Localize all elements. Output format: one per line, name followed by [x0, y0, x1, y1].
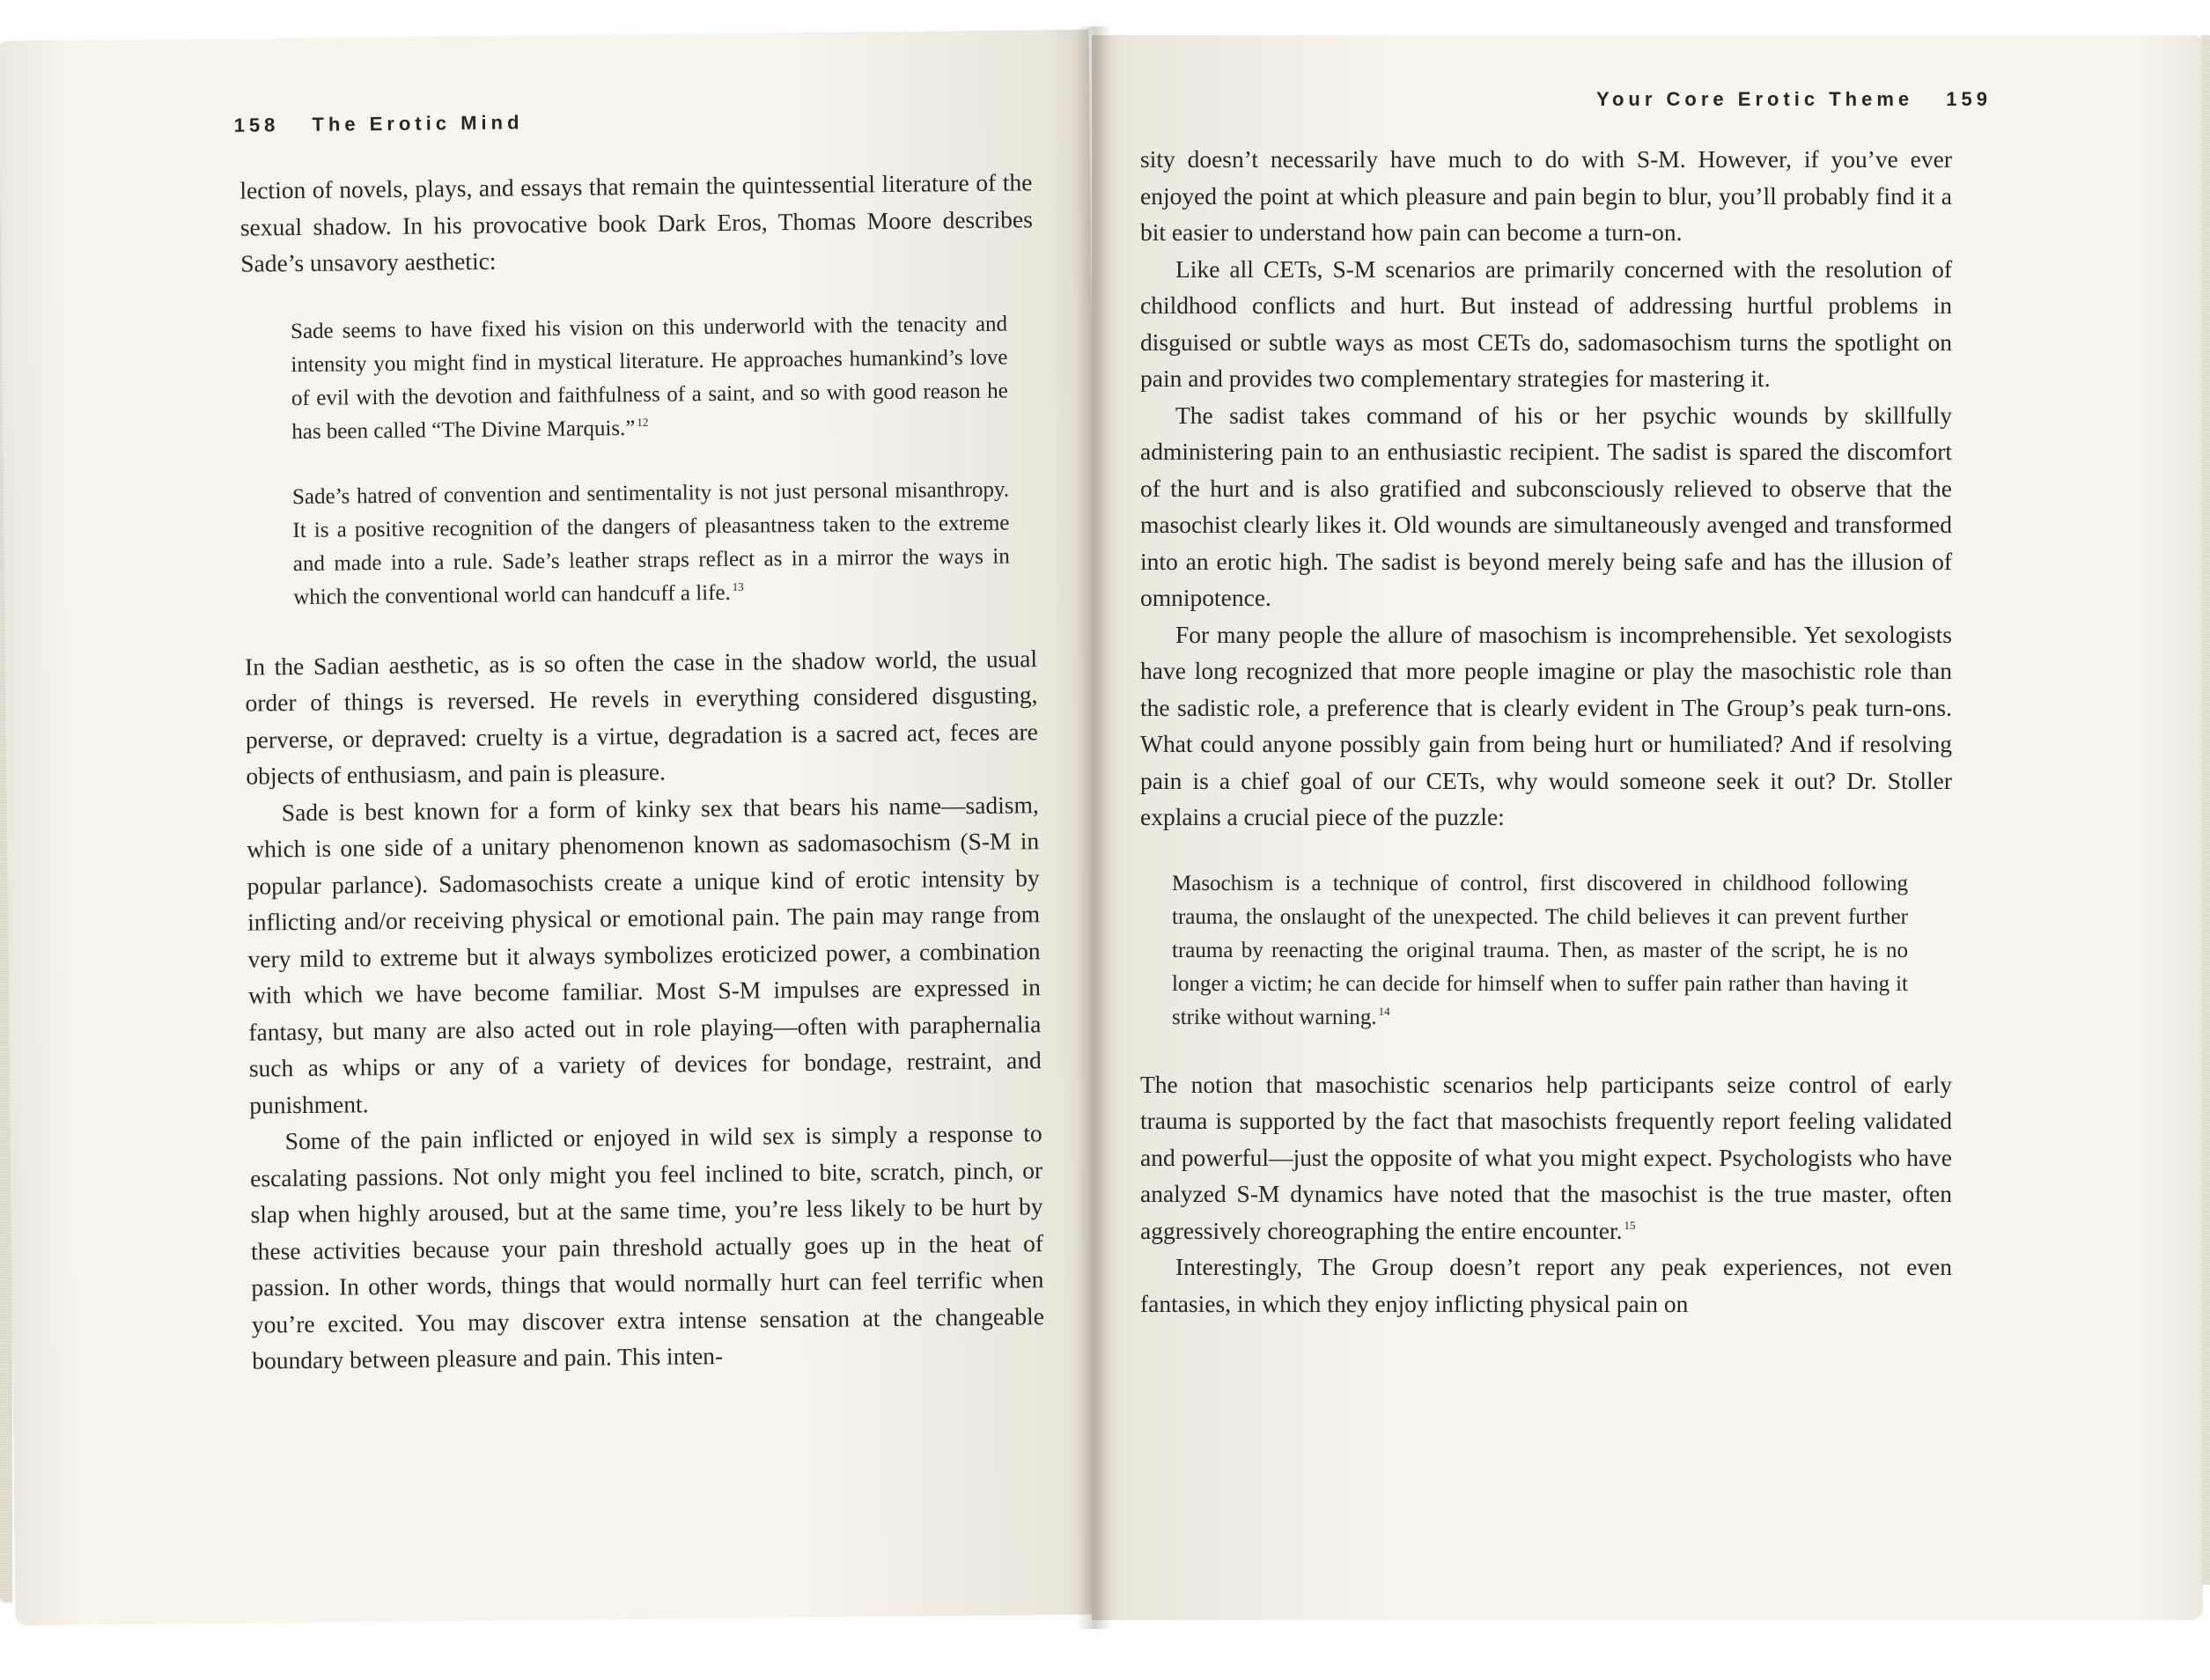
left-quote-paragraph-1: Sade seems to have fixed his vision on this underworld with the tenacity and intensity you might find in mystical literature. He approaches humankind’s love of evil with the devotion and faithfulness of a saint, and so with good reason he has been called “The Divine Marquis.” $^{12}$ [290, 312, 1008, 444]
right-paragraph-sadist: The sadist takes command of his or her psychic wounds by skillfully administering pain to an enthusiastic recipient. The sadist is spared the discomfort of the hurt and is also gratified and subconsciously relieved to observe that the masochist clearly likes it. Old wounds are simultaneously avenged and transformed into an erotic high. The sadist is beyond merely being safe and has the illusion of omnipotence. [1140, 401, 1952, 611]
book-gutter [1076, 26, 1111, 1629]
right-page-edges [2201, 35, 2210, 1585]
left-paragraph-continued: lection of novels, plays, and essays that remain the quintessential literature of the sexual shadow. In his provocative book Dark Eros, Thomas Moore describes Sade’s unsavory aesthetic: [239, 168, 1033, 277]
left-text-block [239, 164, 1044, 1379]
left-block-quote [291, 307, 1011, 615]
right-paragraph-continued: sity doesn’t necessarily have much to do with S-M. However, if you’ve ever enjoyed the point at which pleasure and pain begin to blur, you’ll probably find it a bit easier to understand how pain can become a turn-on. [1140, 145, 1952, 246]
right-paragraph-notion: The notion that masochistic scenarios help participants seize control of early trauma is supported by the fact that masochists frequently report feeling validated and powerful—just the opposite of what you might expect. Psychologists who have analyzed S-M dynamics have noted that the masochist is the true master, often aggressively choreographing the entire encounter. $^{15}$ [1140, 1070, 1952, 1244]
right-quote-paragraph: Masochism is a technique of control, first discovered in childhood following trauma, the onslaught of the unexpected. The child believes it can prevent further trauma by reenacting the original trauma. Then, as master of the script, he is no longer a victim; he can decide for himself when to suffer pain rather than having it strike without warning. $^{14}$ [1172, 871, 1908, 1029]
right-running-title: Your Core Erotic Theme [1595, 88, 1914, 110]
right-paragraph-masochism: For many people the allure of masochism is incomprehensible. Yet sexologists have long recognized that more people imagine or play the masochistic role than the sadistic role, a preference that is clearly evident in The Group’s peak turn-ons. What could anyone possibly gain from being hurt or humiliated? And if resolving pain is a chief goal of our CETs, why would someone seek it out? Dr. Stoller explains a crucial piece of the puzzle: [1140, 620, 1952, 830]
left-paragraph-sadian-aesthetic: In the Sadian aesthetic, as is so often the case in the shadow world, the usual order of things is reversed. He revels in everything considered disgusting, perverse, or depraved: cruelty is a virtue, degradation is a sacred act, feces are objects of enthusiasm, and pain is pleasure. [244, 644, 1039, 790]
right-page-number: 159 [1946, 88, 1992, 110]
right-block-quote [1172, 867, 1908, 1035]
footnote-ref-12: 12 [637, 416, 649, 430]
left-page-number: 158 [233, 114, 280, 136]
right-page [1092, 35, 2203, 1620]
left-paragraph-sadism: Sade is best known for a form of kinky sex that bears his name—sadism, which is one side of a unitary phenomenon known as sadomasochism (S-M in popular parlance). Sadomasochists create a unique kind of erotic intensity by inflicting and/or receiving physical or emotional pain. The pain may range from very mild to extreme but it always symbolizes eroticized power, a combination with which we have become familiar. Most S-M impulses are expressed in fantasy, but many are also acted out in role playing—often with paraphernalia such as whips or any of a variety of devices for bondage, restraint, and punishment. [247, 790, 1042, 1119]
right-running-head [1596, 88, 1992, 111]
left-page [0, 30, 1105, 1626]
left-running-title: The Erotic Mind [312, 111, 524, 136]
right-text-block [1140, 141, 1952, 1322]
footnote-ref-14: 14 [1378, 1005, 1390, 1019]
left-quote-paragraph-2: Sade’s hatred of convention and sentimentality is not just personal misanthropy. It is a positive recognition of the dangers of pleasantness taken to the extreme and made into a rule. Sade’s leather straps reflect as in a mirror the ways in which the conventional world can handcuff a life. $^{13}$ [291, 477, 1010, 609]
footnote-ref-13: 13 [732, 579, 744, 594]
left-paragraph-pain: Some of the pain inflicted or enjoyed in wild sex is simply a response to escalating passions. Not only might you feel inclined to bite, scratch, pinch, or slap when highly aroused, but at the same time, you’re less likely to be hurt by these activities because your pain threshold actually goes up in the heat of passion. In other words, things that would normally hurt can feel terrific when you’re excited. You may discover extra intense sensation at the changeable boundary between pleasure and pain. This inten- [249, 1119, 1044, 1374]
footnote-ref-15: 15 [1624, 1219, 1636, 1233]
right-paragraph-cets: Like all CETs, S-M scenarios are primarily concerned with the resolution of childhood conflicts and hurt. But instead of addressing hurtful problems in disguised or subtle ways as most CETs do, sadomasochism turns the spotlight on pain and provides two complementary strategies for mastering it. [1140, 254, 1952, 392]
right-paragraph-interestingly: Interestingly, The Group doesn’t report any peak experiences, not even fantasies, in which they enjoy inflicting physical pain on [1140, 1253, 1952, 1317]
left-running-head [233, 111, 523, 136]
